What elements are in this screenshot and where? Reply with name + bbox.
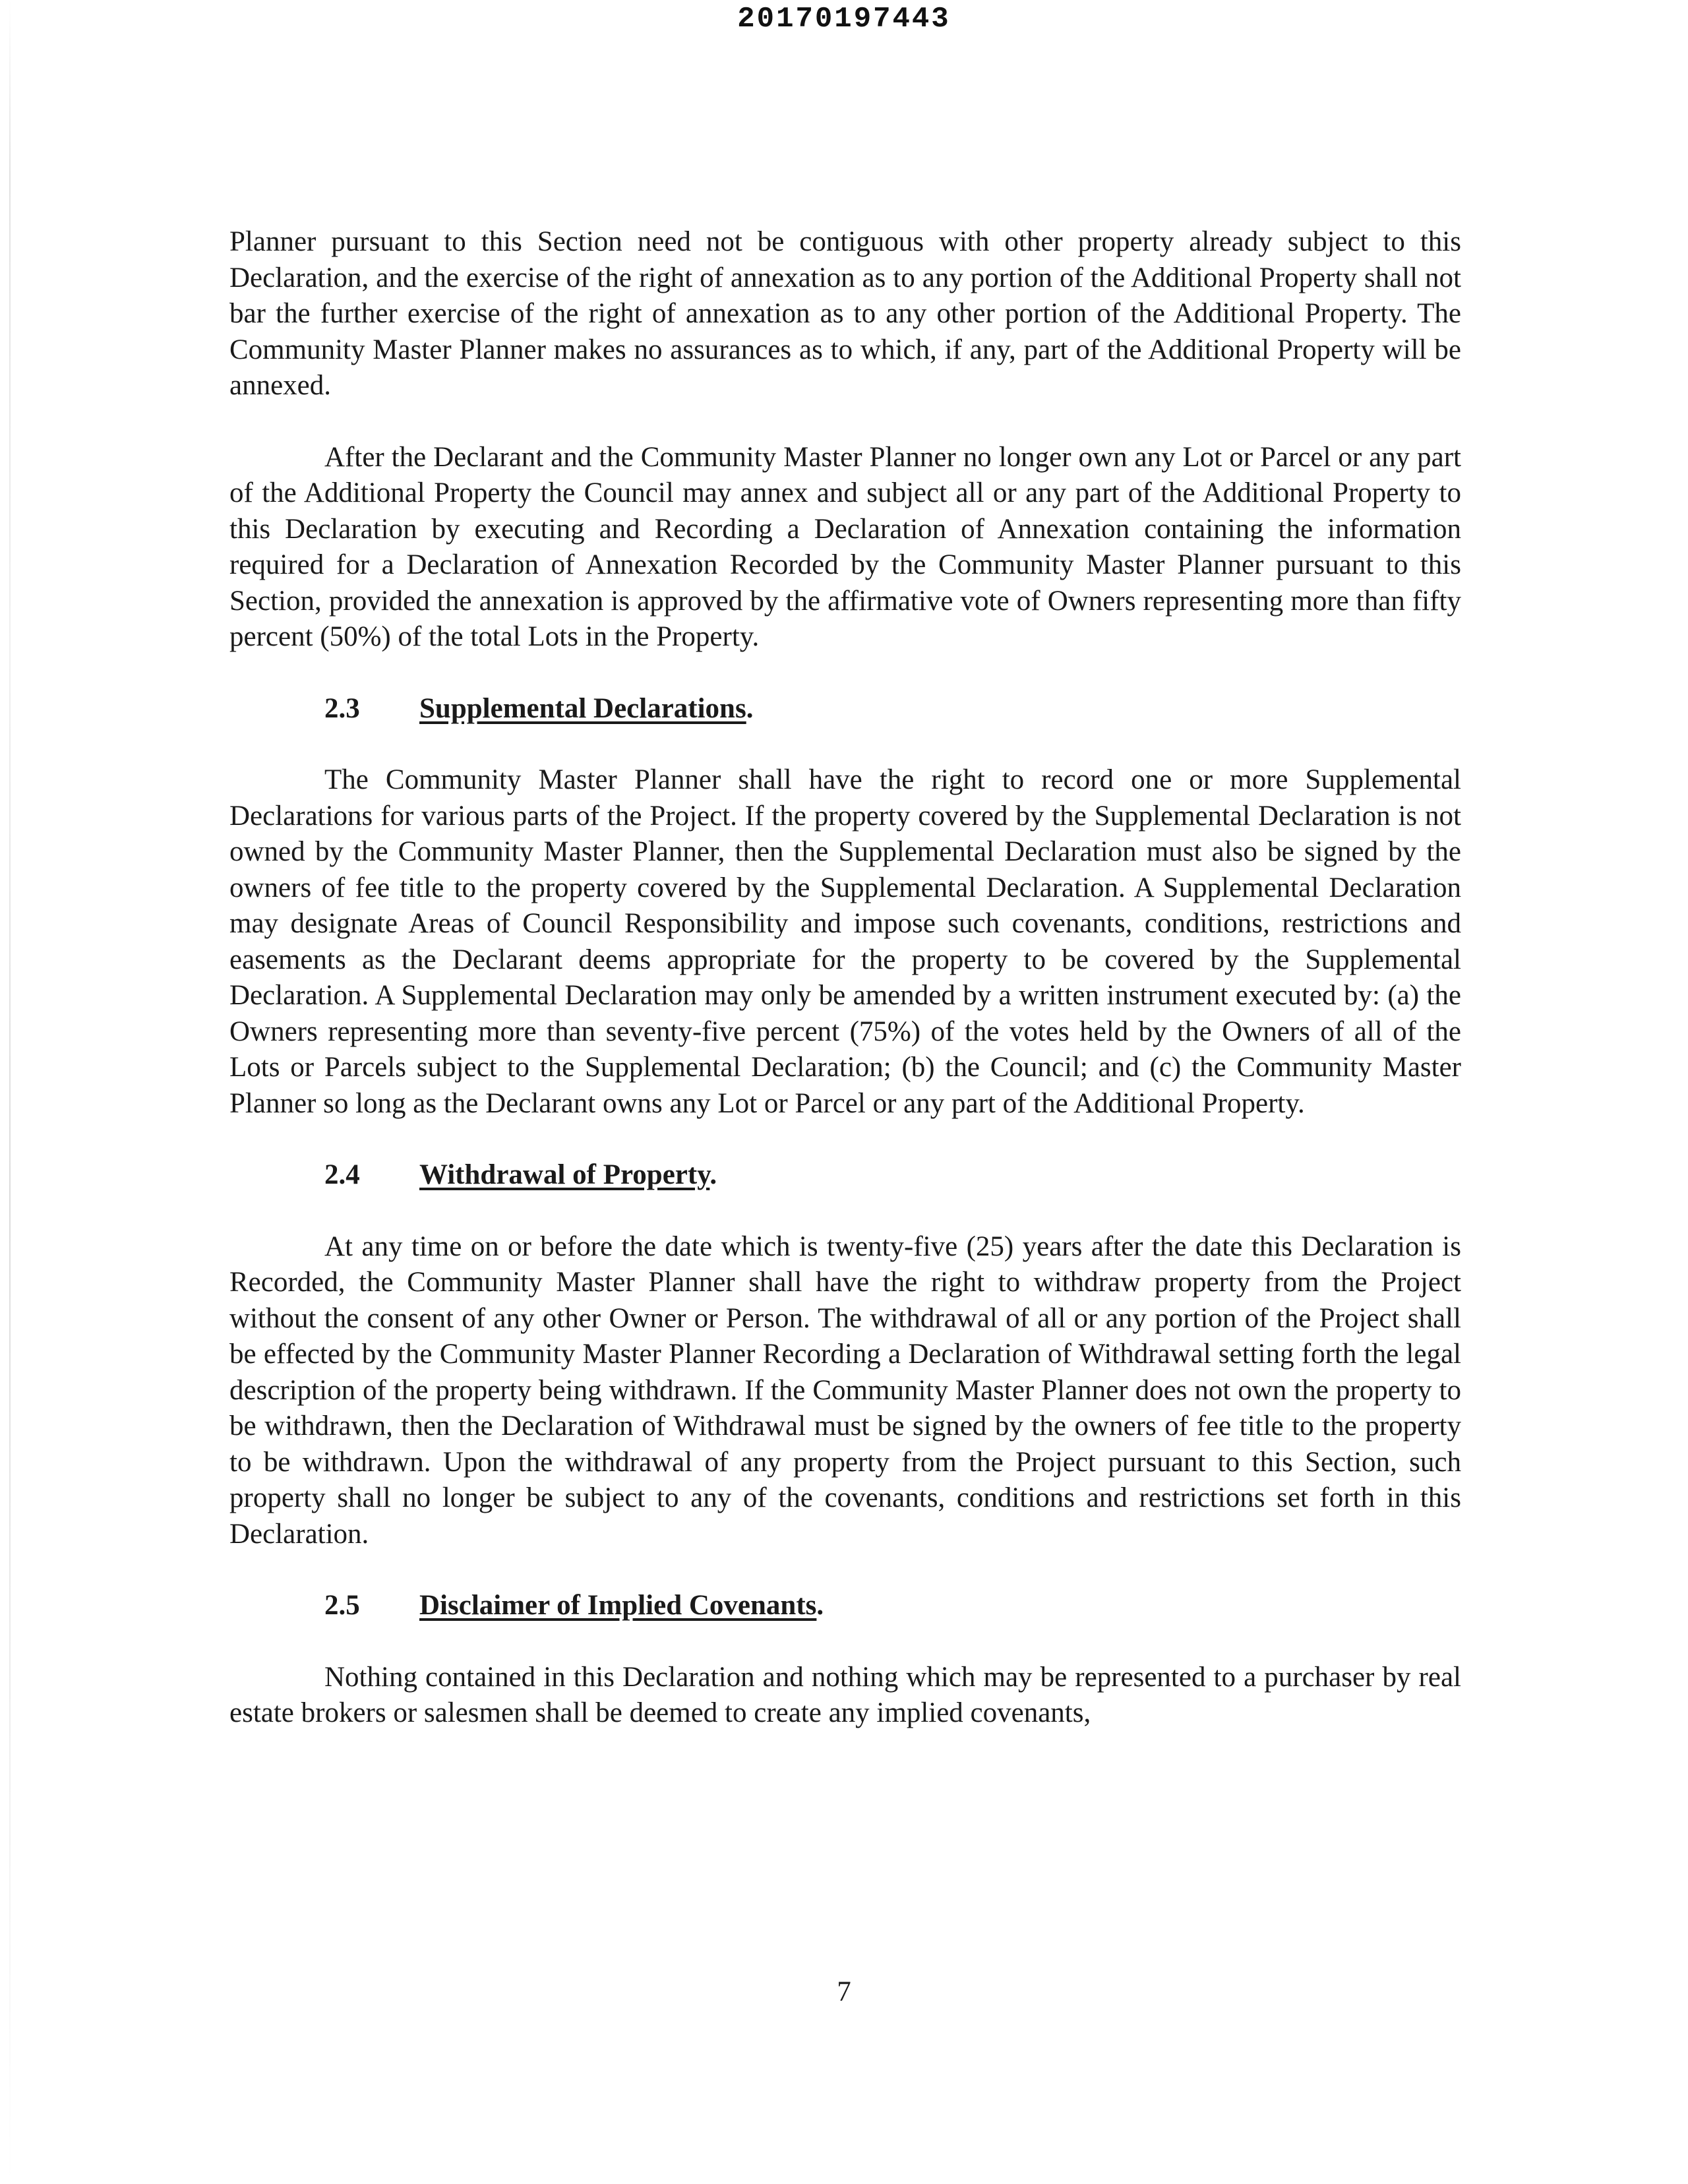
section-title-suffix: .: [709, 1159, 717, 1190]
document-body: [229, 224, 1461, 1732]
section-text-2-4: At any time on or before the date which is twenty-five (25) years after the date this Declaration is Recorded, the Community Master Planner shall have the right to withdraw property from the Project without the consent of any other Owner or Person. The withdrawal of all or any portion of the Project shall be effected by the Community Master Planner Recording a Declaration of Withdrawal setting forth the legal description of the property being withdrawn. If the Community Master Planner does not own the property to be withdrawn, then the Declaration of Withdrawal must be signed by the owners of fee title to the property to be withdrawn. Upon the withdrawal of any property from the Project pursuant to this Section, such property shall no longer be subject to any of the covenants, conditions and restrictions set forth in this Declaration.: [229, 1230, 1461, 1550]
section-heading-2-3: [229, 691, 1461, 727]
section-text-2-3: The Community Master Planner shall have the right to record one or more Supplemental Declarations for various parts of the Project. If the property covered by the Supplemental Declaration is not owned by the Community Master Planner, then the Supplemental Declaration must also be signed by the owners of fee title to the property covered by the Supplemental Declaration. A Supplemental Declaration may designate Areas of Council Responsibility and impose such covenants, conditions, restrictions and easements as the Declarant deems appropriate for the property to be covered by the Supplemental Declaration. A Supplemental Declaration may only be amended by a written instrument executed by: (a) the Owners representing more than seventy-five percent (75%) of the votes held by the Owners of all of the Lots or Parcels subject to the Supplemental Declaration; (b) the Council; and (c) the Community Master Planner so long as the Declarant owns any Lot or Parcel or any part of the Additional Property.: [229, 764, 1461, 1119]
section-title-wrapper: [419, 1588, 824, 1624]
paragraph-annexation-continued: Planner pursuant to this Section need not be contiguous with other property already subject to this Declaration, and the exercise of the right of annexation as to any portion of the Additional Property shall not bar the further exercise of the right of annexation as to any other portion of the Additional Property. The Community Master Planner makes no assurances as to which, if any, part of the Additional Property will be annexed.: [229, 226, 1461, 401]
document-number: 20170197443: [737, 3, 951, 36]
section-number: 2.3: [324, 692, 360, 724]
section-title: Supplemental Declarations: [419, 692, 746, 724]
section-title: Disclaimer of Implied Covenants: [419, 1590, 817, 1621]
section-heading-2-4: [229, 1157, 1461, 1194]
section-title-suffix: .: [746, 692, 754, 724]
section-number: 2.4: [324, 1159, 360, 1190]
section-title-suffix: .: [816, 1590, 824, 1621]
section-title-wrapper: [419, 1157, 717, 1194]
scan-edge-artifact: [9, 0, 11, 2184]
section-title: Withdrawal of Property: [419, 1159, 710, 1190]
paragraph-council-annexation: After the Declarant and the Community Master Planner no longer own any Lot or Parcel or any part of the Additional Property the Council may annex and subject all or any part of the Additional Property to this Declaration by executing and Recording a Declaration of Annexation containing the information required for a Declaration of Annexation Recorded by the Community Master Planner pursuant to this Section, provided the annexation is approved by the affirmative vote of Owners representing more than fifty percent (50%) of the total Lots in the Property.: [229, 441, 1461, 652]
section-heading-2-5: [229, 1588, 1461, 1624]
section-number: 2.5: [324, 1590, 360, 1621]
section-title-wrapper: [419, 691, 753, 727]
page-number: 7: [837, 1976, 851, 2007]
section-text-2-5: Nothing contained in this Declaration and nothing which may be represented to a purchaser by real estate brokers or salesmen shall be deemed to create any implied covenants,: [229, 1661, 1461, 1728]
